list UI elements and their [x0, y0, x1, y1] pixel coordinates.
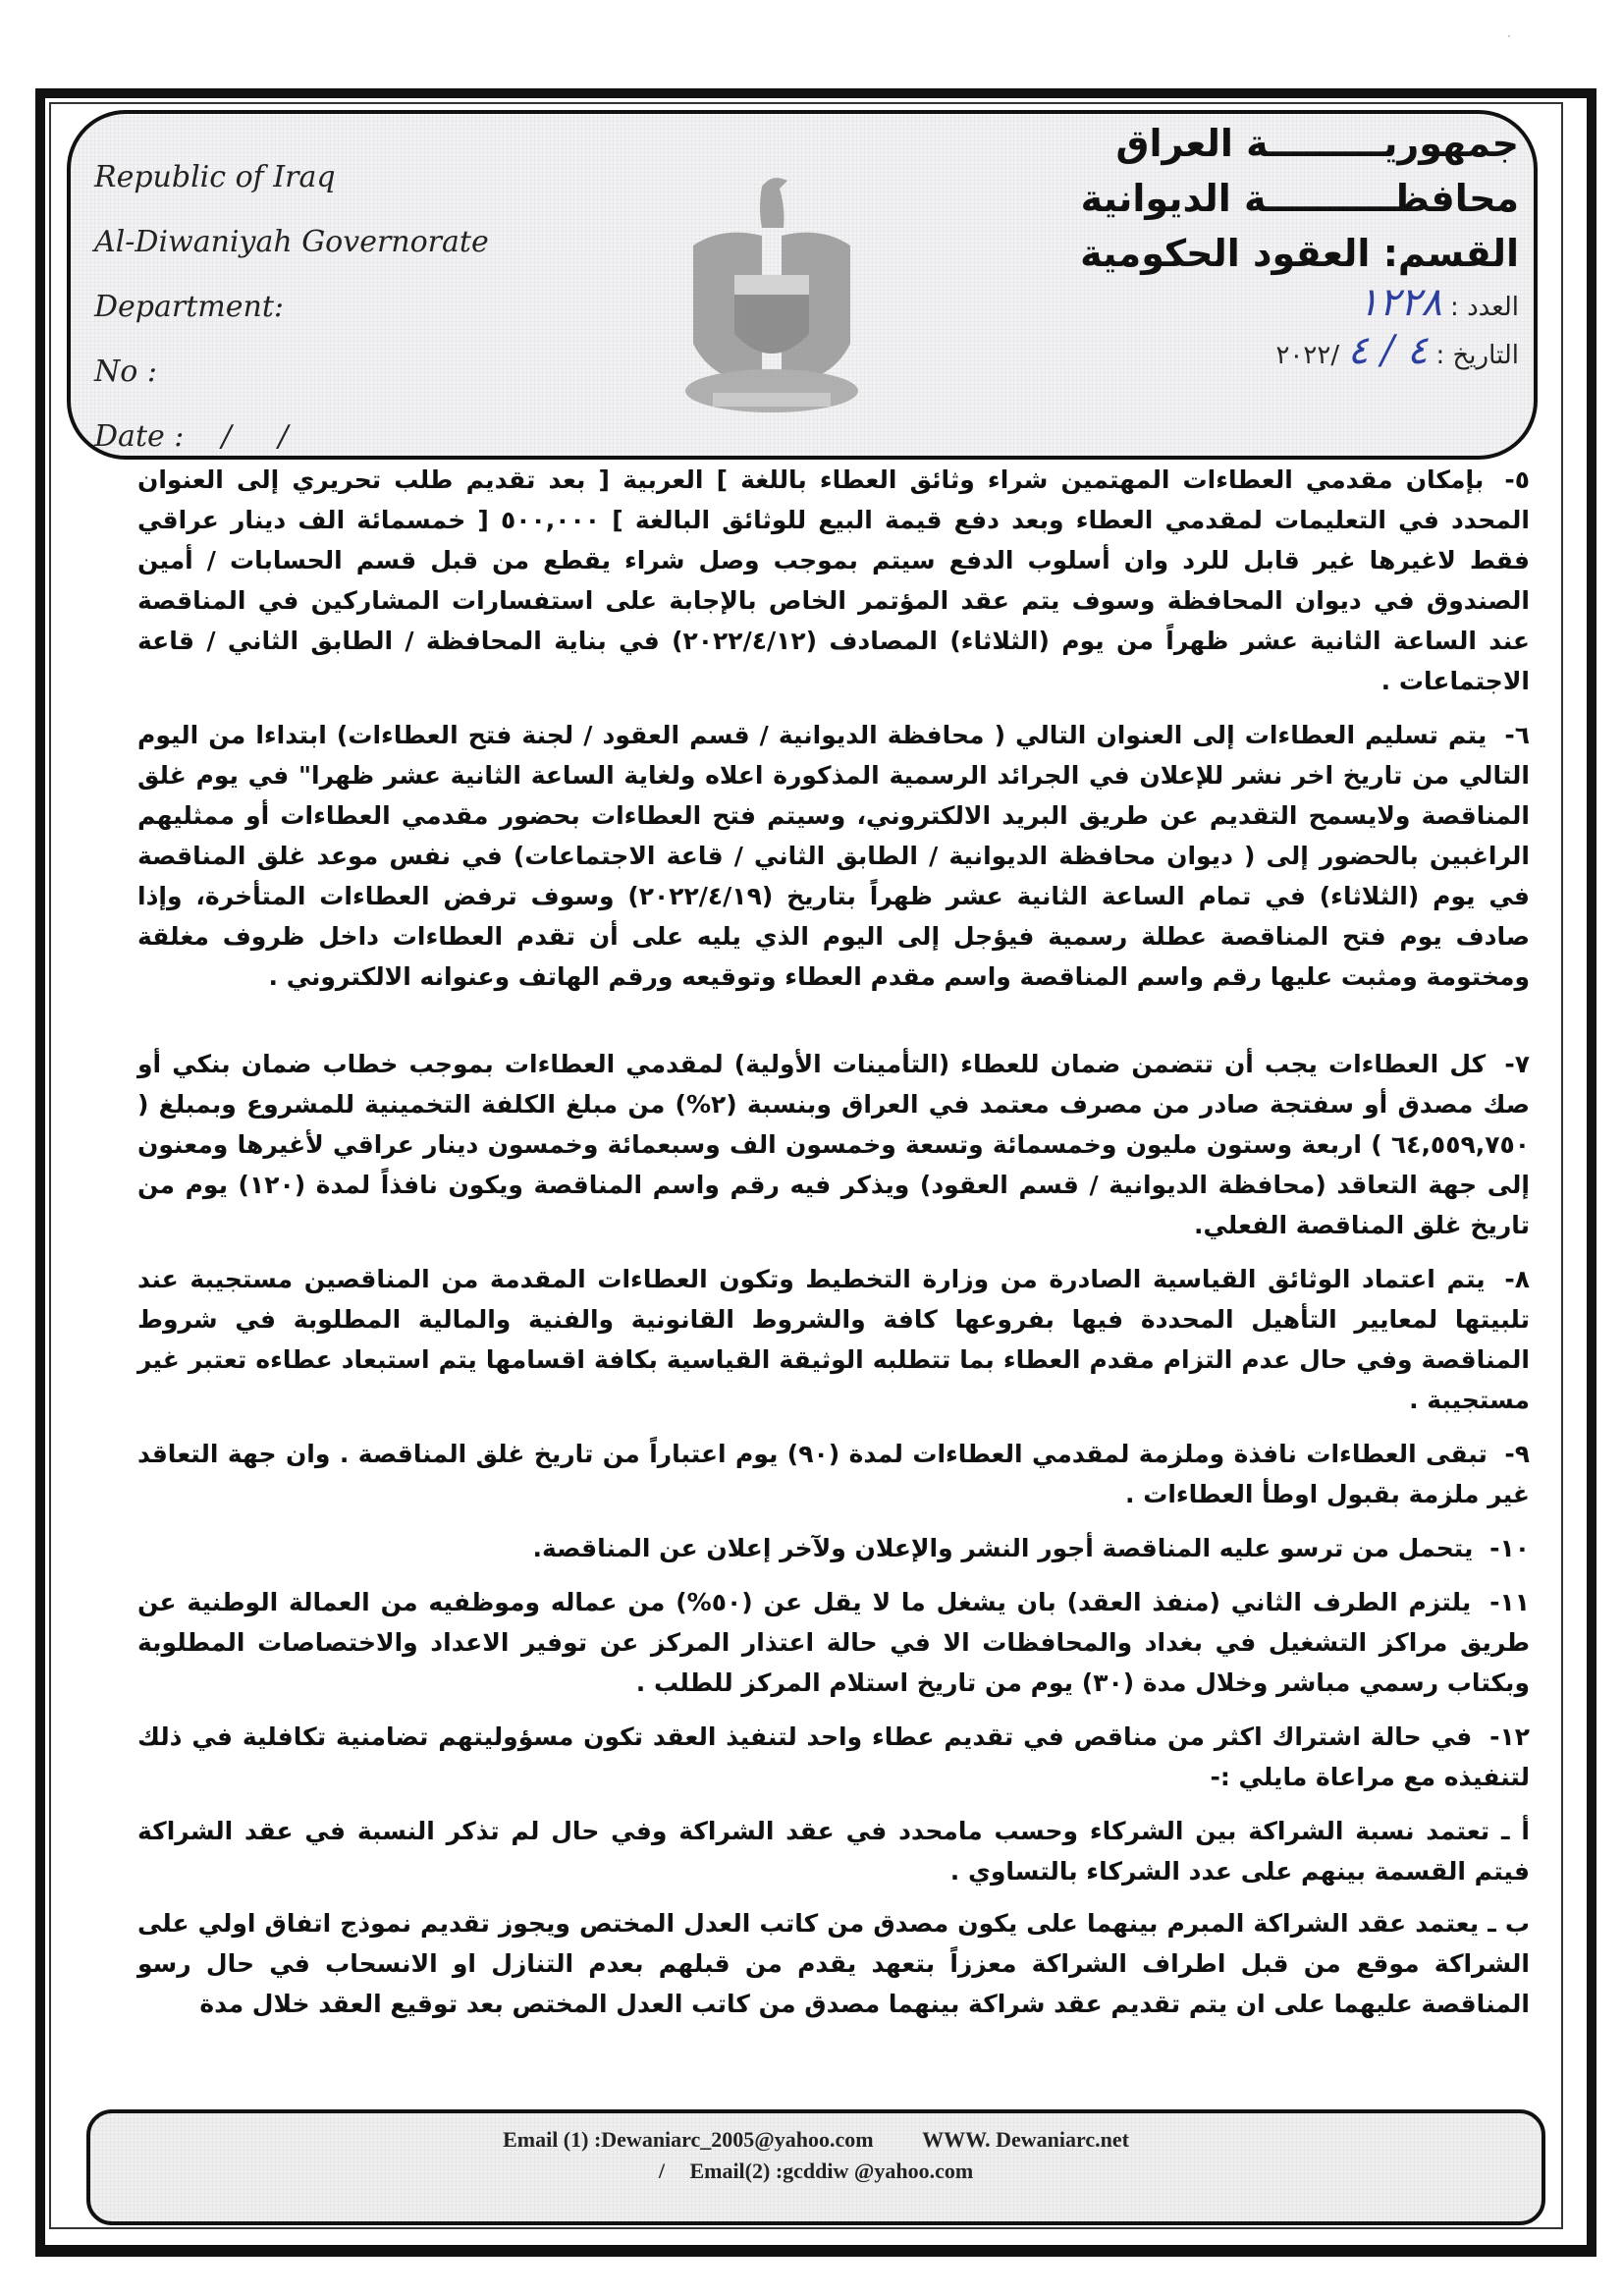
footer-contact-row-2 — [90, 2159, 1542, 2184]
english-date-blank: / / — [221, 419, 289, 454]
arabic-date-year: /٢٠٢٢ — [1275, 341, 1340, 370]
clause-12 — [137, 1717, 1530, 1797]
english-number-label: No : — [94, 355, 157, 389]
clause-number: ١١- — [1489, 1588, 1530, 1616]
letterhead-english — [94, 145, 489, 469]
clause-text: يلتزم الطرف الثاني (منفذ العقد) بان يشغل ما لا يقل عن (٥٠%) من عماله وموظفيه من العمالة الوطنية عن طريق مراكز التشغيل في بغداد والمحافظات الا في حالة اعتذار المركز عن توفير الاعداد والاختصاصات المطلوبة وبكتاب رسمي مباشر وخلال مدة (٣٠) يوم من تاريخ استلام المركز للطلب . — [137, 1588, 1530, 1697]
arabic-date-row — [1080, 329, 1519, 377]
clause-text-a: يتم تسليم العطاءات إلى العنوان التالي ( محافظة الديوانية / قسم العقود / لجنة فتح العطاءات) ابتداءا من اليوم التالي من تاريخ اخر نشر للإعلان في الجرائد الرسمية المذكورة اعلاه ولغاية الساعة الثانية عشر ظهرا" في يوم غلق — [137, 721, 1530, 790]
footer-website[interactable]: WWW. Dewaniarc.net — [922, 2127, 1129, 2152]
handwritten-number: ١٢٢٨ — [1357, 280, 1442, 325]
arabic-number-label: العدد : — [1450, 293, 1519, 322]
arabic-date-label: التاريخ : — [1435, 341, 1519, 370]
clause-text-b: ويذكر فيه رقم واسم المناقصة ويكون نافذاً لمدة (١٢٠) يوم من تاريخ غلق المناقصة الفعلي. — [137, 1171, 1530, 1239]
clause-11 — [137, 1582, 1530, 1703]
letterhead-arabic — [1080, 116, 1519, 377]
footer-email-1[interactable]: Email (1) :Dewaniarc_2005@yahoo.com — [503, 2127, 874, 2152]
arabic-governorate: محافظــــــــــة الديوانية — [1080, 177, 1519, 220]
handwritten-date: ٤ / ٤ — [1347, 328, 1429, 373]
sub-item-text: يعتمد عقد الشراكة المبرم بينهما على يكون مصدق من كاتب العدل المختص ويجوز تقديم نموذج اتفاق اولي على الشراكة موقع من قبل اطراف الشراكة معززاً بتعهد يقدم من قبلهم بعدم التنازل او الانسحاب في حال رسو المناقصة عليهما على ان يتم تقديم عقد شراكة بينهما مصدق من كاتب العدل المختص بعد توقيع العقد خلال مدة — [137, 1909, 1530, 2018]
sub-item-label: ب ـ — [1488, 1909, 1530, 1938]
sub-item-text: تعتمد نسبة الشراكة بين الشركاء وحسب مامحدد في عقد الشراكة وفي حال لم تذكر النسبة في عقد الشراكة فيتم القسمة بينهم على عدد الشركاء بالتساوي . — [137, 1817, 1530, 1886]
clause-number: ١٠- — [1489, 1534, 1530, 1562]
clause-6 — [137, 715, 1530, 997]
clause-bold-text: المناقصة ولايسمح — [1308, 801, 1531, 830]
arabic-department-row — [1080, 226, 1519, 281]
clause-text: في حالة اشتراك اكثر من مناقص في تقديم عطاء واحد لتنفيذ العقد تكون مسؤوليتهم تضامنية تكافلية في ذلك لتنفيذه مع مراعاة مايلي :- — [137, 1722, 1530, 1791]
english-country: Republic of Iraq — [94, 160, 336, 194]
clause-12-sub-b — [137, 1903, 1530, 2024]
clause-number: ٥- — [1504, 465, 1530, 494]
footer-contact-row-1 — [90, 2127, 1542, 2153]
clause-5 — [137, 460, 1530, 701]
document-body — [137, 460, 1530, 2036]
clause-text-a: كل العطاءات يجب أن تتضمن ضمان للعطاء (التأمينات الأولية) لمقدمي العطاءات بموجب خطاب ضمان بنكي أو صك مصدق أو سفتجة صادر من مصرف معتمد في العراق وبنسبة (٢%) من مبلغ الكلفة التخمينية للمشروع وبمبلغ ( ٦٤,٥٥٩,٧٥٠ ) اربعة وستون مليون وخمسمائة وتسعة وخمسون الف وسبعمائة وخمسون دينار عراقي لأغيرها ومعنون إلى جهة التعاقد — [137, 1050, 1531, 1199]
clause-number: ٧- — [1504, 1050, 1530, 1078]
letterhead-footer — [86, 2109, 1545, 2225]
english-date-label: Date : — [94, 419, 185, 454]
clause-number: ٦- — [1504, 721, 1530, 749]
clause-12-sub-a — [137, 1811, 1530, 1891]
clause-10 — [137, 1528, 1530, 1568]
clause-text: بإمكان مقدمي العطاءات المهتمين شراء وثائق العطاء باللغة ] العربية [ بعد تقديم طلب تحريري إلى العنوان المحدد في التعليمات لمقدمي العطاء وبعد دفع قيمة البيع للوثائق البالغة ] ٥٠٠,٠٠٠ [ خمسمائة الف دينار عراقي فقط لاغيرها غير قابل للرد وان أسلوب الدفع سيتم بموجب وصل شراء يقطع من قبل قسم الحسابات / أمين الصندوق في ديوان المحافظة وسوف يتم عقد المؤتمر الخاص بالإجابة على استفسارات المشاركين في المناقصة عند الساعة الثانية عشر ظهراً من يوم (الثلاثاء) المصادف (٢٠٢٢/٤/١٢) في بناية المحافظة / الطابق الثاني / قاعة الاجتماعات . — [137, 465, 1530, 695]
clause-text-b: التقديم عن طريق البريد الالكتروني، وسيتم فتح العطاءات بحضور مقدمي العطاءات أو ممثليهم الراغبين بالحضور إلى ( ديوان محافظة الديوانية / الطابق الثاني / قاعة الاجتماعات) في نفس موعد غلق المناقصة في يوم (الثلاثاء) في تمام الساعة الثانية عشر ظهراً بتاريخ (٢٠٢٢/٤/١٩) وسوف ترفض العطاءات المتأخرة، وإذا صادف يوم فتح المناقصة عطلة رسمية فيؤجل إلى اليوم الذي يليه على أن تقدم العطاءات داخل ظروف مغلقة ومختومة ومثبت عليها رقم واسم المناقصة واسم مقدم العطاء وتوقيعه ورقم الهاتف وعنوانه الالكتروني . — [137, 801, 1530, 991]
sub-item-label: أ ـ — [1501, 1817, 1530, 1845]
clause-text: يتم اعتماد الوثائق القياسية الصادرة من وزارة التخطيط وتكون العطاءات المقدمة من المناقصين مستجيبة عند تلبيتها لمعايير التأهيل المحددة فيها بفروعها كافة والشروط القانونية والفنية والمالية المطلوبة في شروط المناقصة وفي حال عدم التزام مقدم العطاء بما تتطلبه الوثيقة القياسية بكافة اقسامها يتم استبعاد عطاءه تعتبر غير مستجيبة . — [137, 1265, 1530, 1414]
clause-7 — [137, 1044, 1530, 1245]
clause-text: تبقى العطاءات نافذة وملزمة لمقدمي العطاءات لمدة (٩٠) يوم اعتباراً من تاريخ غلق المناقصة . وان جهة التعاقد غير ملزمة بقبول اوطأ العطاءات . — [137, 1440, 1530, 1508]
clause-text: يتحمل من ترسو عليه المناقصة أجور النشر والإعلان ولآخر إعلان عن المناقصة. — [532, 1534, 1474, 1562]
clause-8 — [137, 1259, 1530, 1420]
clause-bold-text: (محافظة الديوانية / قسم العقود) — [919, 1171, 1326, 1199]
arabic-country: جمهوريـــــــــة العراق — [1115, 122, 1519, 165]
english-department-label: Department: — [94, 290, 284, 324]
scan-mark: · — [1507, 29, 1511, 43]
footer-separator: / — [658, 2159, 665, 2183]
arabic-department-label: القسم: — [1382, 232, 1519, 275]
clause-number: ١٢- — [1489, 1722, 1530, 1751]
clause-number: ٨- — [1504, 1265, 1530, 1293]
english-governorate: Al-Diwaniyah Governorate — [94, 225, 489, 259]
footer-email-2[interactable]: Email(2) :gcddiw @yahoo.com — [689, 2159, 974, 2183]
arabic-department-value: العقود الحكومية — [1080, 232, 1371, 275]
iraq-coat-of-arms-icon — [674, 157, 870, 432]
clause-number: ٩- — [1504, 1440, 1530, 1468]
arabic-number-row — [1080, 281, 1519, 329]
clause-9 — [137, 1434, 1530, 1514]
